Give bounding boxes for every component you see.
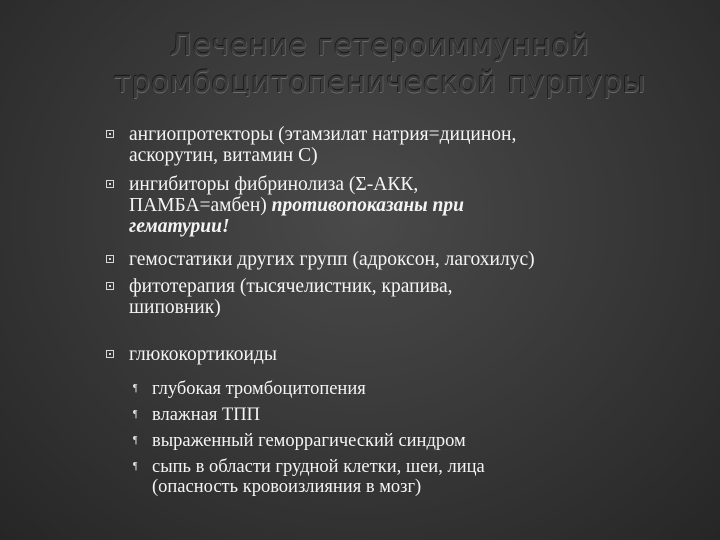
pilcrow-bullet-icon: ¶ (133, 435, 138, 446)
list-item-line: аскорутин, витамин С) (129, 145, 318, 166)
list-item-line: ингибиторы фибринолиза (Σ-АКК, (129, 174, 419, 195)
list-item-text (129, 276, 452, 318)
sub-list-item-line: сыпь в области грудной клетки, шеи, лица (152, 457, 485, 477)
list-item-text (129, 249, 535, 270)
list-item-line (129, 195, 464, 216)
sub-list-item-text (152, 457, 485, 497)
square-bullet-icon (106, 180, 114, 188)
sub-list-item-line: глубокая тромбоцитопения (152, 379, 366, 399)
list-item-plain: ПАМБА=амбен) (129, 195, 272, 216)
title-line-2: тромбоцитопенической пурпуры (113, 65, 647, 99)
slide-title (100, 27, 660, 101)
pilcrow-bullet-icon: ¶ (133, 383, 138, 394)
list-item-line: ангиопротекторы (этамзилат натрия=дицинон, (129, 124, 517, 145)
square-bullet-icon (106, 130, 114, 138)
sub-list-item-line: выраженный геморрагический синдром (152, 431, 466, 451)
title-line-1: Лечение гетероиммунной (170, 28, 590, 62)
contraindication-text: гематурии! (129, 216, 230, 237)
square-bullet-icon (106, 350, 114, 358)
contraindication-text: противопоказаны при (271, 195, 464, 216)
list-item-text (129, 124, 516, 166)
list-item-text (129, 344, 277, 365)
square-bullet-icon (106, 282, 114, 290)
list-item-line: глюкокортикоиды (129, 344, 277, 365)
list-item-line: гемостатики других групп (адроксон, лагохилус) (129, 249, 535, 270)
sub-list-item-line: (опасность кровоизлияния в мозг) (152, 477, 422, 497)
pilcrow-bullet-icon: ¶ (133, 409, 138, 420)
sub-list-item-text (152, 405, 260, 425)
square-bullet-icon (106, 255, 114, 263)
sub-list-item-text (152, 379, 366, 399)
sub-list-item-line: влажная ТПП (152, 405, 260, 425)
pilcrow-bullet-icon: ¶ (133, 461, 138, 472)
list-item-line: шиповник) (129, 297, 221, 318)
list-item-line: фитотерапия (тысячелистник, крапива, (129, 276, 453, 297)
sub-list-item-text (152, 431, 466, 451)
list-item-text (129, 174, 464, 237)
